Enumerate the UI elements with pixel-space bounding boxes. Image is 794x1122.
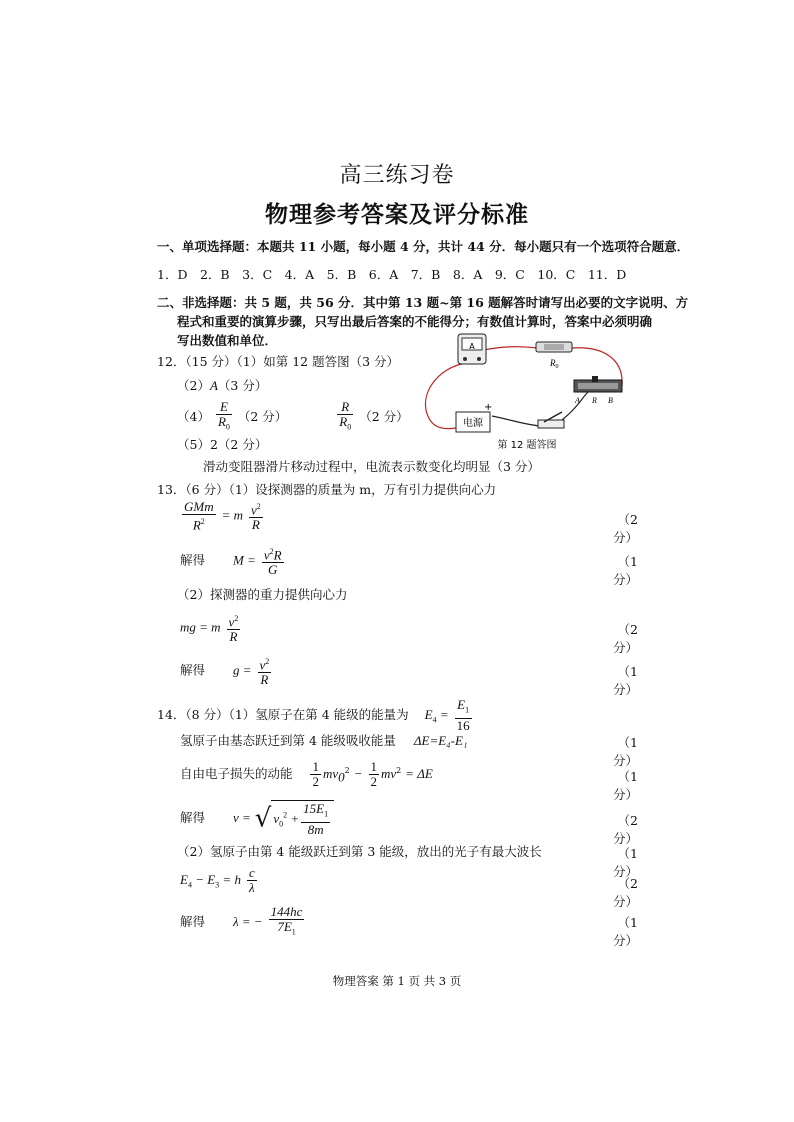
q12-line1: 12．（15 分）（1）如第 12 题答图（3 分）	[157, 354, 400, 369]
q13-eq4-score: （1 分）	[612, 664, 638, 697]
svg-text:R0: $R_0$	[550, 358, 559, 370]
q13-eq1: $\frac{\text{GMm}}{R^2}$ = m $\frac{v^2}{R}$	[184, 499, 261, 533]
switch	[538, 412, 564, 428]
page-footer: 物理答案 第 1 页 共 3 页	[332, 974, 462, 988]
q14-line1: 14．（8 分）（1）氢原子在第 4 能级的能量为 $E_4$ = $\frac{E_1}{16}$	[157, 697, 470, 733]
page-subtitle: 物理参考答案及评分标准	[265, 201, 529, 228]
q12-line3: （4） $\frac{E}{R_0}$ （2 分） $\frac{R}{R_0}$ （2 分）	[177, 399, 409, 432]
q14-eq-v: 解得 v = √ $v_0^2$ + $\frac{15E_1}{8m}$	[180, 800, 334, 837]
q13-line1: 13．（6 分）（1）设探测器的质量为 m，万有引力提供向心力	[157, 482, 497, 497]
resistor-r0	[536, 342, 572, 370]
wire-bottom	[492, 416, 540, 426]
q13-eq2-score: （1 分）	[612, 554, 638, 587]
q14-line2: 氢原子由基态跃迁到第 4 能级吸收能量 ΔE=E₄-E₁	[180, 733, 468, 748]
section1-header: 一、单项选择题：本题共 11 小题，每小题 4 分，共计 44 分．每小题只有一个选项符合题意．	[157, 239, 690, 254]
section2-header-line1: 二、非选择题：共 5 题，共 56 分．其中第 13 题~第 16 题解答时请写出必要的文字说明、方	[157, 295, 689, 310]
svg-text:A: A	[469, 342, 475, 351]
q14-eq-e43-score: （2 分）	[612, 876, 638, 909]
q14-eq-e43: $E_4 - E_3 = h$ $\frac{c}{\lambda}$	[180, 865, 255, 895]
svg-text:B: B	[608, 396, 613, 405]
section2-header-line3: 写出数值和单位．	[177, 333, 278, 348]
q13-eq1-score: （2 分）	[612, 512, 638, 545]
q14-eq-v-score: （2 分）	[612, 813, 638, 846]
section1-answers: 1．D 2．B 3．C 4．A 5．B 6．A 7．B 8．A 9．C 10．C 11．D	[157, 267, 627, 282]
q14-eq-lambda: 解得 λ = − $\frac{144hc}{7E_1}$	[180, 904, 303, 937]
q14-eq-lambda-score: （1 分）	[612, 915, 638, 948]
circuit-diagram	[412, 328, 632, 456]
svg-text:+: +	[484, 402, 493, 413]
q14-line2-score: （1 分）	[612, 735, 638, 768]
wire-top	[484, 347, 537, 350]
q13-line2: （2）探测器的重力提供向心力	[177, 587, 348, 602]
q13-eq2: 解得 M = $\frac{v^2R}{G}$	[180, 547, 282, 578]
q12-line4: （5）2（2 分）	[177, 437, 268, 452]
q14-line3-score: （1 分）	[612, 769, 638, 802]
q14-line3: 自由电子损失的动能 $\frac{1}{2}$ $mv_0^2$ − $\frac{1}{2}$ $mv^2 = \Delta E$	[180, 759, 433, 789]
ammeter	[458, 334, 486, 364]
battery	[456, 402, 492, 432]
q14-line4: （2）氢原子由第 4 能级跃迁到第 3 能级，放出的光子有最大波长	[177, 844, 542, 859]
q13-eq3: mg = m $\frac{v^2}{R}$	[180, 614, 239, 645]
figure-caption: 第 12 题答图	[497, 440, 557, 451]
svg-text:电源: 电源	[463, 418, 483, 429]
q13-eq4: 解得 g = $\frac{v^2}{R}$	[180, 657, 270, 688]
svg-text:R: R	[592, 396, 597, 405]
q12-line2: （2）A（3 分）	[177, 378, 268, 393]
section2-header-line2: 程式和重要的演算步骤，只写出最后答案的不能得分；有数值计算时，答案中必须明确	[177, 314, 653, 329]
svg-text:A: A	[575, 396, 580, 405]
q12-line5: 滑动变阻器滑片移动过程中，电流表示数变化均明显（3 分）	[203, 459, 540, 474]
q14-line4-score: （1 分）	[612, 846, 638, 879]
q13-eq3-score: （2 分）	[612, 622, 638, 655]
page-title: 高三练习卷	[339, 163, 455, 188]
